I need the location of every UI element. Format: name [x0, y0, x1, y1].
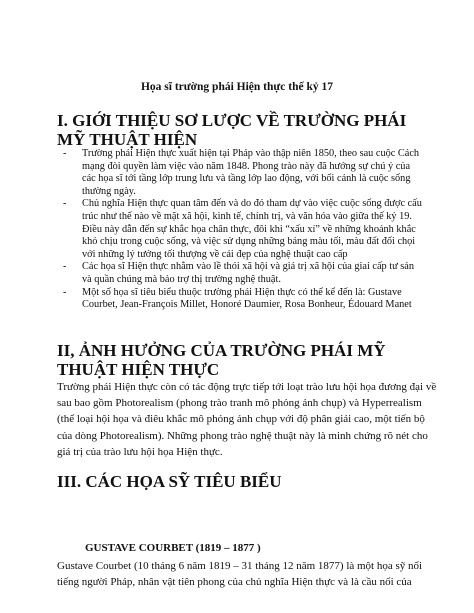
- bullet-text: Chủ nghĩa Hiện thực quan tâm đến và do đó tham dự vào việc cuộc sống được cấu trúc như thế nào về mặt xã hội, kinh tế, chính trị, và văn hóa vào giữa thế kỷ 19. Điều này dẫn đến sự khắc họa chân thực, đôi khi “xấu xí” về những khoảnh khắc khó chịu trong cuộc sống, và việc sử dụng những bảng màu tối, màu đất đối chọi với những lý tưởng tối thượng về cái đẹp của nghệ thuật cao cấp: [82, 198, 422, 260]
- bullet-dash: -: [63, 198, 67, 210]
- bullet-text: Các họa sĩ Hiện thực nhằm vào lề thói xã hội và giá trị xã hội của giai cấp tư sản và quần chúng mà bảo trợ thị trường nghệ thuật.: [82, 261, 414, 285]
- bullet-item: [57, 198, 422, 261]
- bullet-dash: -: [63, 261, 67, 273]
- bullet-item: [57, 261, 422, 286]
- artist-heading: GUSTAVE COURBET (1819 – 1877 ): [85, 542, 261, 554]
- section-2-paragraph: Trường phái Hiện thực còn có tác động trực tiếp tới loạt trào lưu hội họa đương đại về sau bao gồm Photorealism (phong trào tranh mô phỏng ảnh chụp) và Hyperrealism (thể loại hội họa và điêu khắc mô phỏng ảnh chụp với độ phân giải cao, một tiến bộ của dòng Photorealism). Những phong trào nghệ thuật này là minh chứng rõ nét cho giá trị của trào lưu hội họa Hiện thực.: [57, 381, 437, 458]
- document-title: Họa sĩ trường phái Hiện thực thế kỷ 17: [140, 81, 334, 93]
- bullet-text: Trường phái Hiện thực xuất hiện tại Pháp vào thập niên 1850, theo sau cuộc Cách mạng đòi quyền làm việc vào năm 1848. Phong trào này đã hướng sự chú ý của các họa sĩ tới tầng lớp trung lưu và tầng lớp lao động, với bối cảnh là cuộc sống thường ngày.: [82, 148, 420, 197]
- bullet-list: [57, 148, 422, 312]
- bullet-item: [57, 287, 422, 312]
- section-1-heading: I. GIỚI THIỆU SƠ LƯỢC VỀ TRƯỜNG PHÁI MỸ THUẬT HIỆN: [57, 111, 407, 149]
- bullet-dash: -: [63, 148, 67, 159]
- artist-paragraph: Gustave Courbet (10 tháng 6 năm 1819 – 31 tháng 12 năm 1877) là một họa sỹ nổi tiếng người Pháp, nhân vật tiên phong của chủ nghĩa Hiện thực và là cầu nối của: [57, 560, 423, 589]
- section-3-heading: III. CÁC HỌA SỸ TIÊU BIỂU: [57, 472, 282, 491]
- bullet-dash: -: [63, 286, 67, 298]
- section-2-heading: II, ẢNH HƯỞNG CỦA TRƯỜNG PHÁI MỸ THUẬT HIỆN THỰC: [57, 341, 386, 379]
- bullet-item: [57, 148, 422, 198]
- bullet-text: Một số họa sĩ tiêu biểu thuộc trường phái Hiện thực có thể kể đến là: Gustave Courbet, Jean-François Millet, Honoré Daumier, Rosa Bonheur, Édouard Manet: [82, 286, 412, 311]
